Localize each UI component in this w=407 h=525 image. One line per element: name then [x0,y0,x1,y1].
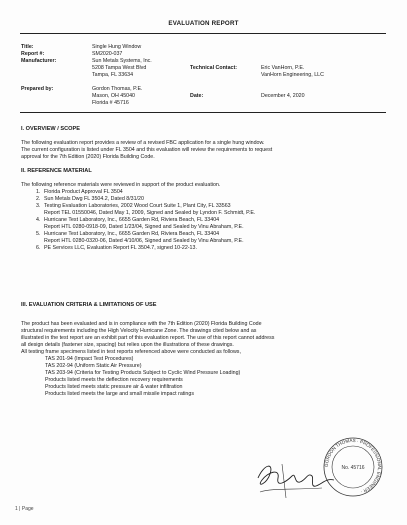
reference-line: Sun Metals Dwg FL 3504.2, Dated 8/31/20 [44,196,144,202]
header-rule [20,112,386,113]
technical-contact-line: Eric VanHorn, P.E. [261,65,305,71]
technical-contact-label: Technical Contact: [190,65,237,71]
manufacturer-line: 5208 Tampa West Blvd [92,65,147,71]
prepared-by-line: Mason, OH 45040 [92,93,135,99]
criteria-item: Products listed meets the large and small missile impact ratings [45,391,194,397]
technical-contact-line: VanHorn Engineering, LLC [261,72,324,78]
reference-line: Report TEL 01550046, Dated May 1, 2009, Signed and Sealed by Lyndon F. Schmidt, P.E. [44,210,256,216]
manufacturer-line: Tampa, FL 33634 [92,72,134,78]
reference-number: 5. [36,231,41,237]
criteria-item: TAS 201-94 (Impact Test Procedures) [45,356,134,362]
prepared-by-line: Gordon Thomas, P.E. [92,86,143,92]
reference-intro: The following reference materials were reviewed in support of the product evaluation. [21,182,221,188]
criteria-line: The product has been evaluated and is in compliance with the 7th Edition (2020) Florida Building Code [21,321,262,327]
date-value: December 4, 2020 [261,93,305,99]
criteria-item: Products listed meets static pressure air & water infiltration [45,384,183,390]
page-label: Page [21,506,34,512]
criteria-line: structural requirements including the High Velocity Hurricane Zone. The drawings cited below and as [21,328,257,334]
criteria-line: All testing frame specimens listed in test reports referenced above were conducted as follows, [21,349,241,355]
reference-number: 4. [36,217,41,223]
criteria-line: illustrated in the test report are an exhibit part of this evaluation report. The use of this report cannot address [21,335,275,341]
footer-separator: | [19,506,21,512]
reference-line: Report HTL 0280-0918-09, Dated 1/23/04, Signed and Sealed by Vinu Abraham, P.E. [44,224,244,230]
overview-line: approval for the 7th Edition (2020) Florida Building Code. [21,154,155,160]
reference-number: 1. [36,189,41,195]
reference-number: 6. [36,245,41,251]
reference-line: Testing Evaluation Laboratories, 2002 Wood Court Suite 1, Plant City, FL 33563 [44,203,231,209]
prepared-by-label: Prepared by: [21,86,54,92]
criteria-item: TAS 203-94 (Criteria for Testing Products Subject to Cyclic Wind Pressure Loading) [45,370,241,376]
reference-number: 3. [36,203,41,209]
criteria-heading: III. EVALUATION CRITERIA & LIMITATIONS OF USE [21,302,157,308]
reference-line: Report HTL 0280-0320-06, Dated 4/10/06, Signed and Sealed by Vinu Abraham, P.E. [44,238,244,244]
report-label: Report #: [21,51,45,57]
prepared-by-line: Florida # 45716 [92,100,129,106]
reference-heading: II. REFERENCE MATERIAL [21,168,92,174]
reference-line: Hurricane Test Laboratory, Inc., 6655 Garden Rd, Riviera Beach, FL 33404 [44,217,220,223]
page-footer [15,506,34,512]
page-number: 1 [15,506,18,512]
overview-line: The following evaluation report provides a review of a revised FBC application for a single hung window. [21,140,265,146]
reference-line: PE Services LLC, Evaluation Report FL 3504.7, signed 10-22-13. [44,245,197,251]
criteria-item: Products listed meets the deflection recovery requirements [45,377,183,383]
overview-line: The current configuration is listed under FL 3504 and this evaluation will review the requirements to request [21,147,273,153]
engineer-seal [322,436,384,498]
title-value: Single Hung Window [92,44,142,50]
title-rule [20,33,386,34]
criteria-line: all design details (fastener size, spacing) but relies upon the illustrations of these drawings. [21,342,234,348]
overview-heading: I. OVERVIEW / SCOPE [21,126,80,132]
reference-line: Hurricane Test Laboratory, Inc., 6655 Garden Rd, Riviera Beach, FL 33404 [44,231,220,237]
reference-number: 2. [36,196,41,202]
reference-line: Florida Product Approval FL 3504 [44,189,123,195]
date-label: Date: [190,93,204,99]
seal-ring-text: GORDON THOMAS · PROFESSIONAL ENGINEER · [323,437,383,495]
title-label: Title: [21,44,34,50]
report-title: EVALUATION REPORT [168,20,239,27]
report-value: SM2020-037 [92,51,123,57]
manufacturer-line: Sun Metals Systems, Inc. [92,58,152,64]
criteria-item: TAS 202-94 (Uniform Static Air Pressure) [45,363,142,369]
manufacturer-label: Manufacturer: [21,58,57,64]
seal-center-text: No. 45716 [341,465,365,471]
